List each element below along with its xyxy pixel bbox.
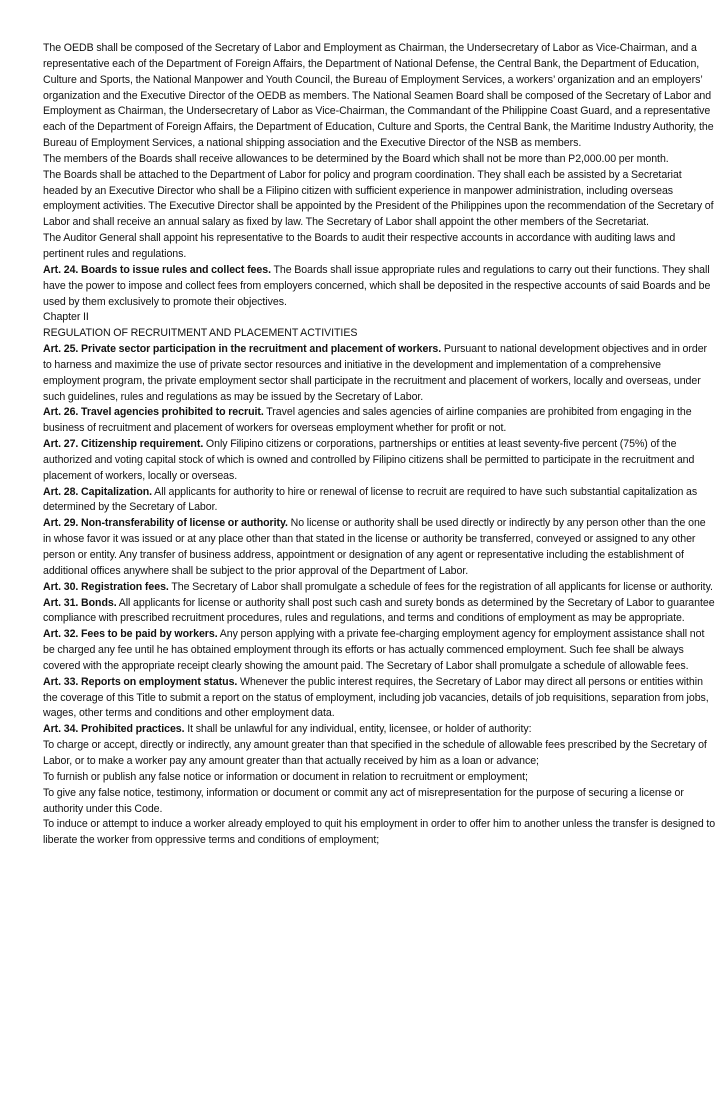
article-31 [43,596,716,628]
article-text: No license or authority shall be used directly or indirectly by any person other than the one in whose favor it was issued or at any place other than that stated in the license or authority be transferred, conveyed or assigned to any other person or entity. Any transfer of business address, appointment or designation of any agent or representative including the establishment of additional offices anywhere shall be subject to the prior approval of the Department of Labor. [43,517,706,577]
paragraph-text: The Boards shall be attached to the Department of Labor for policy and program coordination. They shall each be assisted by a Secretariat headed by an Executive Director who shall be a Filipino citizen with sufficient experience in manpower administration, including overseas employment activities. The Executive Director shall be appointed by the President of the Philippines upon the recommendation of the Secretary of Labor and shall receive an annual salary as fixed by law. The Secretary of Labor shall appoint the other members of the Secretariat. [43,168,714,229]
article-heading: Art. 27. Citizenship requirement. [43,438,204,451]
paragraph-text: To charge or accept, directly or indirectly, any amount greater than that specified in the schedule of allowable fees prescribed by the Secretary of Labor, or to make a worker pay any amount greater than that actually received by him as a loan or advance; [43,739,707,767]
article-heading: Art. 25. Private sector participation in the recruitment and placement of workers. [43,343,442,356]
article-text: The Secretary of Labor shall promulgate a schedule of fees for the registration of all applicants for license or authority. [168,580,713,593]
prohibited-practice-item [43,817,716,849]
article-26 [43,405,716,437]
article-25 [43,342,716,405]
article-33 [43,675,716,723]
paragraph-boards-attachment [43,168,716,231]
article-24 [43,263,716,311]
article-28 [43,485,716,517]
article-heading: Art. 31. Bonds. [43,596,117,609]
article-heading: Art. 28. Capitalization. [43,485,153,498]
article-29 [43,516,716,579]
article-heading: Art. 26. Travel agencies prohibited to recruit. [43,406,264,419]
paragraph-text: The OEDB shall be composed of the Secretary of Labor and Employment as Chairman, the Undersecretary of Labor as Vice-Chairman, and a representative each of the Department of Foreign Affairs, the Department of National Defense, the Central Bank, the Department of Education, Culture and Sports, the National Manpower and Youth Council, the Bureau of Employment Services, a workers’ organization and an employers’ organization and the Executive Director of the OEDB as members. The National Seamen Board shall be composed of the Secretary of Labor and Employment as Chairman, the Undersecretary of Labor as Vice-Chairman, the Commandant of the Philippine Coast Guard, and a representative each of the Department of Foreign Affairs, the Department of Education, Culture and Sports, the Central Bank, the Maritime Industry Authority, the Bureau of Employment Services, a national shipping association and the Executive Director of the NSB as members. [43,42,714,150]
prohibited-practice-item [43,770,716,786]
article-text: Only Filipino citizens or corporations, partnerships or entities at least seventy-five percent (75%) of the authorized and voting capital stock of which is owned and controlled by Filipino citizens shall be permitted to participate in the recruitment and placement of workers, locally or overseas. [43,438,695,482]
prohibited-practice-item [43,786,716,818]
chapter-label: Chapter II [43,311,89,324]
paragraph-text: The members of the Boards shall receive allowances to be determined by the Board which shall not be more than P2,000.00 per month. [43,152,669,165]
paragraph-auditor-general [43,231,716,263]
article-text: Whenever the public interest requires, the Secretary of Labor may direct all persons or entities within the coverage of this Title to submit a report on the status of employment, including job vacancies, details of job requisitions, separation from jobs, wages, other terms and conditions and other employment data. [43,675,709,720]
article-32 [43,627,716,675]
article-text: It shall be unlawful for any individual, entity, licensee, or holder of authority: [184,723,532,736]
article-text: The Boards shall issue appropriate rules and regulations to carry out their functions. They shall have the power to impose and collect fees from employers concerned, which shall be deposited in the respective accounts of said Boards and be used by them exclusively to promote their objectives. [43,263,711,308]
article-heading: Art. 33. Reports on employment status. [43,675,238,688]
article-text: All applicants for license or authority shall post such cash and surety bonds as determined by the Secretary of Labor to guarantee compliance with prescribed recruitment procedures, rules and regulations, and terms and conditions of employment as may be appropriate. [43,596,715,625]
article-text: Pursuant to national development objectives and in order to harness and maximize the use of private sector resources and initiative in the development and implementation of a comprehensive employment program, the private employment sector shall participate in the recruitment and placement of workers, locally and overseas, under such guidelines, rules and regulations as may be issued by the Secretary of Labor. [43,343,708,403]
article-text: Travel agencies and sales agencies of airline companies are prohibited from engaging in the business of recruitment and placement of workers for overseas employment whether for profit or not. [43,406,692,435]
article-34 [43,722,716,738]
paragraph-board-allowances [43,152,716,168]
article-heading: Art. 24. Boards to issue rules and collect fees. [43,263,271,276]
paragraph-oedb-composition [43,41,716,152]
prohibited-practice-item [43,738,716,770]
chapter-number [43,310,716,326]
article-30 [43,580,716,596]
article-text: All applicants for authority to hire or renewal of license to recruit are required to have such substantial capitalization as determined by the Secretary of Labor. [43,485,698,514]
article-27 [43,437,716,485]
article-heading: Art. 32. Fees to be paid by workers. [43,628,218,641]
paragraph-text: The Auditor General shall appoint his representative to the Boards to audit their respective accounts in accordance with auditing laws and pertinent rules and regulations. [43,232,676,260]
article-heading: Art. 30. Registration fees. [43,580,169,593]
article-text: Any person applying with a private fee-charging employment agency for employment assistance shall not be charged any fee until he has obtained employment through its efforts or has actually commenced employment. Such fee shall be always covered with the appropriate receipt clearly showing the amount paid. The Secretary of Labor shall promulgate a schedule of allowable fees. [43,628,705,672]
article-heading: Art. 34. Prohibited practices. [43,723,185,736]
paragraph-text: To give any false notice, testimony, information or document or commit any act of misrepresentation for the purpose of securing a license or authority under this Code. [43,786,684,815]
paragraph-text: To furnish or publish any false notice or information or document in relation to recruitment or employment; [43,770,528,783]
paragraph-text: To induce or attempt to induce a worker already employed to quit his employment in order to offer him to another unless the transfer is designed to liberate the worker from oppressive terms and conditions of employment; [43,818,716,847]
chapter-title [43,326,716,342]
article-heading: Art. 29. Non-transferability of license or authority. [43,517,288,530]
chapter-title-text: REGULATION OF RECRUITMENT AND PLACEMENT ACTIVITIES [43,327,358,340]
